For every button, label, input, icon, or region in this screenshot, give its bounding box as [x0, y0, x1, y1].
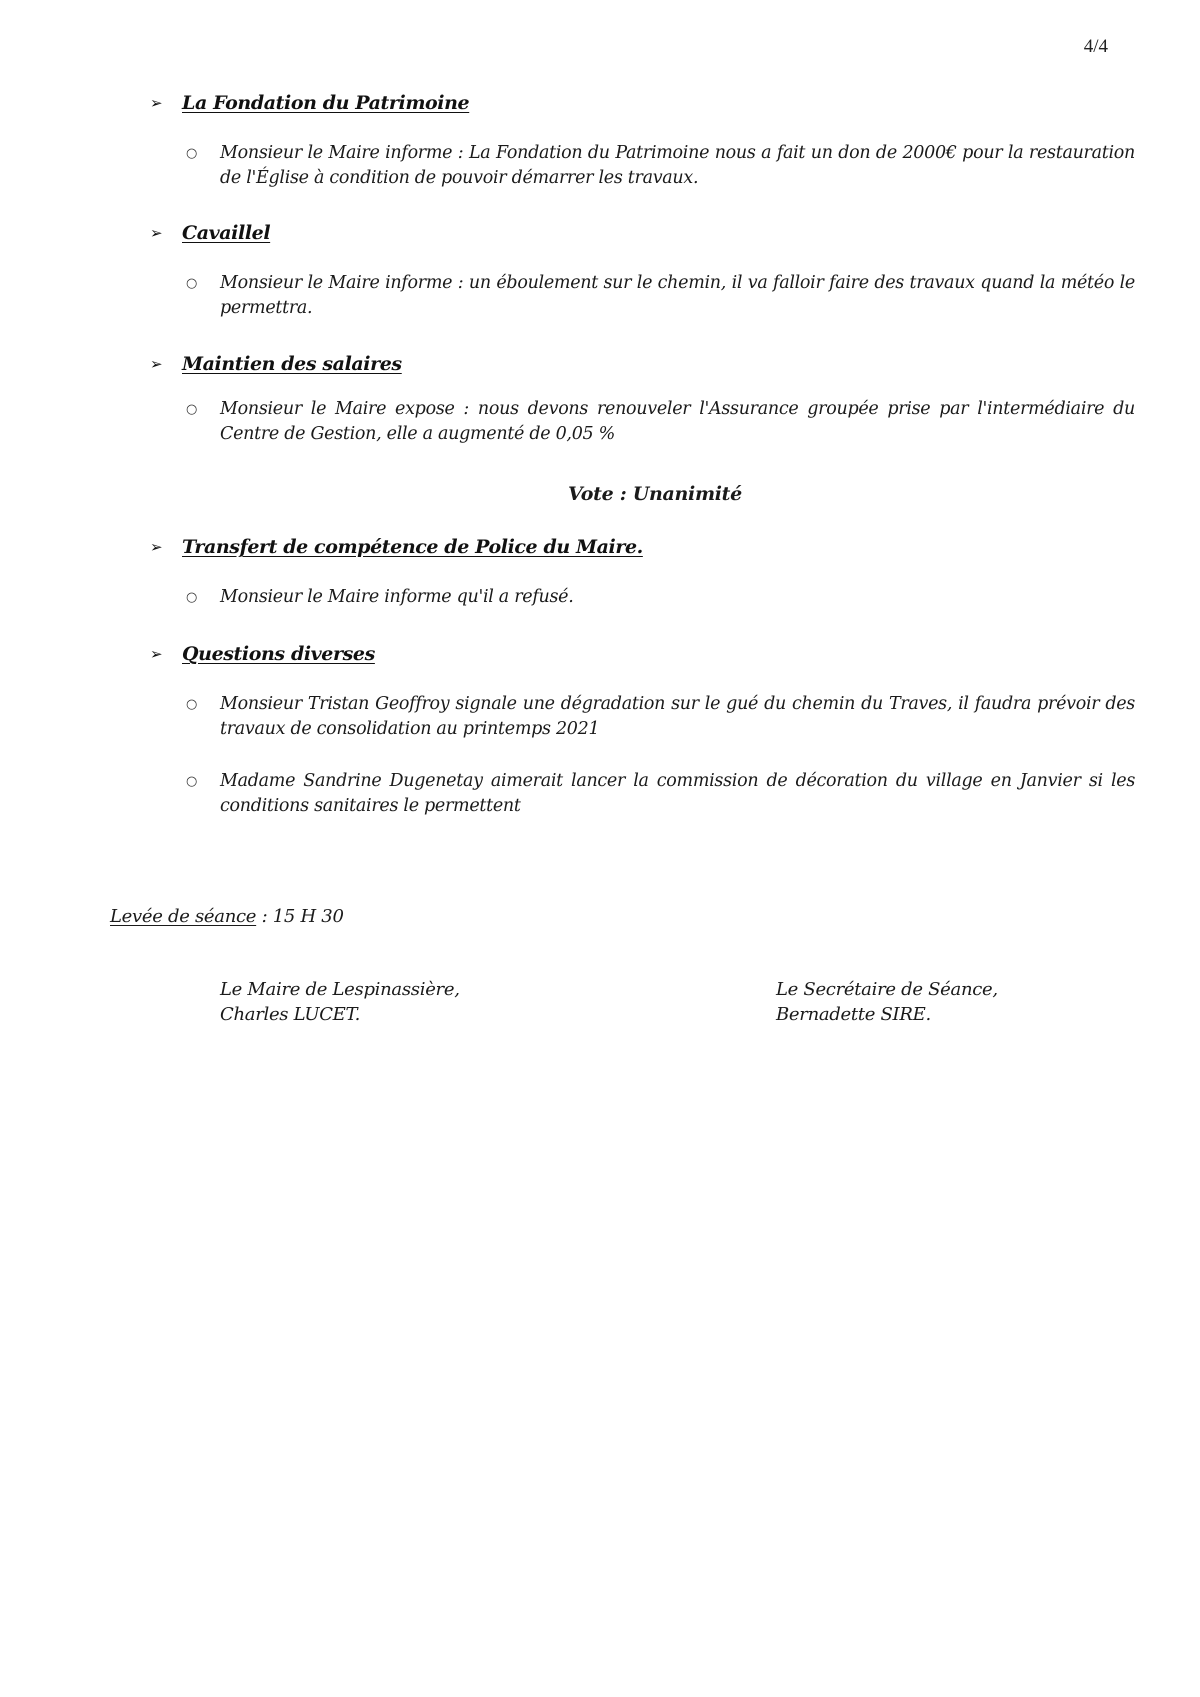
section-title: Maintien des salaires — [182, 353, 402, 375]
arrow-bullet-icon: ➢ — [150, 94, 163, 112]
signature-secretary — [776, 977, 998, 1027]
vote-result: Vote : Unanimité — [568, 483, 742, 505]
list-item-text: Monsieur Tristan Geoffroy signale une dégradation sur le gué du chemin du Traves, il faudra prévoir des travaux de consolidation au printemps 2021 — [220, 694, 1135, 739]
signature-title: Le Secrétaire de Séance, — [776, 979, 998, 1000]
section-heading — [150, 222, 1135, 244]
arrow-bullet-icon: ➢ — [150, 538, 163, 556]
arrow-bullet-icon: ➢ — [150, 224, 163, 242]
circle-bullet-icon: ○ — [186, 276, 198, 291]
list-item — [150, 141, 1135, 191]
section-salaires — [150, 353, 1135, 447]
page-number: 4/4 — [1083, 36, 1108, 57]
list-item — [150, 271, 1135, 321]
arrow-bullet-icon: ➢ — [150, 355, 163, 373]
section-title: Questions diverses — [182, 643, 375, 665]
circle-bullet-icon: ○ — [186, 146, 198, 161]
section-cavaillel — [150, 222, 1135, 321]
section-police — [150, 536, 1135, 610]
section-heading — [150, 536, 1135, 558]
section-title: Cavaillel — [182, 222, 271, 244]
section-fondation — [150, 92, 1135, 191]
signature-title: Le Maire de Lespinassière, — [220, 979, 460, 1000]
arrow-bullet-icon: ➢ — [150, 645, 163, 663]
list-item-text: Monsieur le Maire informe : un éboulement sur le chemin, il va falloir faire des travaux quand la météo le permettra. — [220, 273, 1135, 318]
section-questions — [150, 643, 1135, 819]
signature-name: Charles LUCET. — [220, 1004, 361, 1025]
list-item-text: Monsieur le Maire expose : nous devons renouveler l'Assurance groupée prise par l'intermédiaire du Centre de Gestion, elle a augmenté de 0,05 % — [220, 399, 1135, 444]
closing-label: Levée de séance — [110, 906, 257, 927]
closing-time: : 15 H 30 — [256, 906, 344, 927]
list-item — [150, 692, 1135, 742]
signature-name: Bernadette SIRE. — [776, 1004, 931, 1025]
circle-bullet-icon: ○ — [186, 402, 198, 417]
list-item — [150, 585, 1135, 610]
section-title: La Fondation du Patrimoine — [182, 92, 470, 114]
list-item-text: Monsieur le Maire informe qu'il a refusé. — [220, 587, 574, 607]
section-title: Transfert de compétence de Police du Maire. — [182, 536, 643, 558]
signature-mayor — [220, 977, 460, 1027]
section-heading — [150, 92, 1135, 114]
closing-line — [110, 906, 344, 927]
list-item-text: Monsieur le Maire informe : La Fondation du Patrimoine nous a fait un don de 2000€ pour la restauration de l'Église à condition de pouvoir démarrer les travaux. — [220, 143, 1135, 188]
circle-bullet-icon: ○ — [186, 697, 198, 712]
section-heading — [150, 353, 1135, 375]
list-item — [150, 397, 1135, 447]
circle-bullet-icon: ○ — [186, 774, 198, 789]
circle-bullet-icon: ○ — [186, 590, 198, 605]
list-item-text: Madame Sandrine Dugenetay aimerait lancer la commission de décoration du village en Janvier si les conditions sanitaires le permettent — [220, 771, 1135, 816]
list-item — [150, 769, 1135, 819]
section-heading — [150, 643, 1135, 665]
